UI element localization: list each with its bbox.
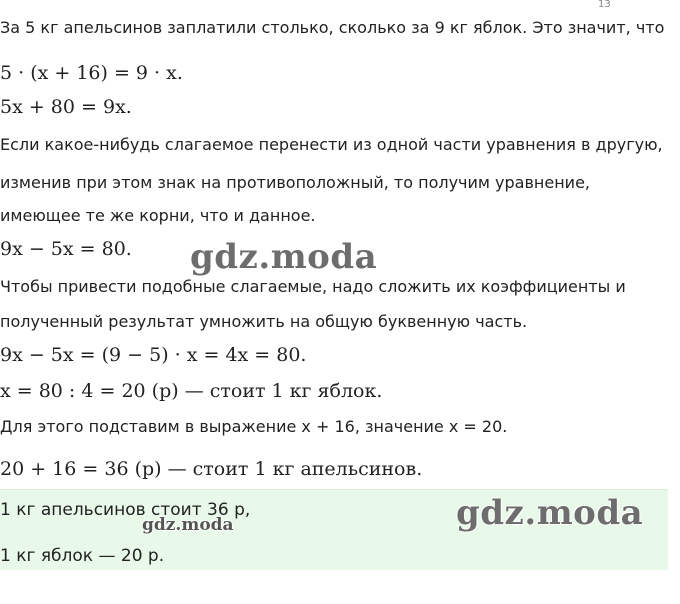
- answer-line-2: 1 кг яблок — 20 р.: [0, 546, 165, 566]
- rule-text-2: изменив при этом знак на противоположный, то получим уравнение,: [0, 173, 591, 192]
- rule-text-4: Чтобы привести подобные слагаемые, надо сложить их коэффициенты и: [0, 277, 626, 296]
- rule-text-1: Если какое-нибудь слагаемое перенести из одной части уравнения в другую,: [0, 135, 663, 154]
- rule-text-3: имеющее те же корни, что и данное.: [0, 206, 316, 225]
- intro-text: За 5 кг апельсинов заплатили столько, сколько за 9 кг яблок. Это значит, что: [0, 18, 665, 37]
- substitution-text: Для этого подставим в выражение x + 16, значение x = 20.: [0, 417, 508, 436]
- rule-text-5: полученный результат умножить на общую буквенную часть.: [0, 312, 528, 331]
- equation-4: 9x − 5x = (9 − 5) · x = 4x = 80.: [0, 344, 307, 366]
- equation-1: 5 · (x + 16) = 9 · x.: [0, 62, 183, 84]
- answer-line-1: 1 кг апельсинов стоит 36 р,: [0, 500, 251, 520]
- answer-box: [0, 489, 668, 570]
- equation-3: 9x − 5x = 80.: [0, 238, 132, 260]
- page-corner-mark: 13: [598, 0, 611, 10]
- watermark-answer-big: gdz.moda: [456, 493, 644, 533]
- watermark-answer-small: gdz.moda: [142, 515, 234, 535]
- equation-5: x = 80 : 4 = 20 (р) — стоит 1 кг яблок.: [0, 380, 383, 402]
- equation-2: 5x + 80 = 9x.: [0, 96, 132, 118]
- watermark-main: gdz.moda: [190, 237, 378, 277]
- equation-6: 20 + 16 = 36 (р) — стоит 1 кг апельсинов.: [0, 458, 423, 480]
